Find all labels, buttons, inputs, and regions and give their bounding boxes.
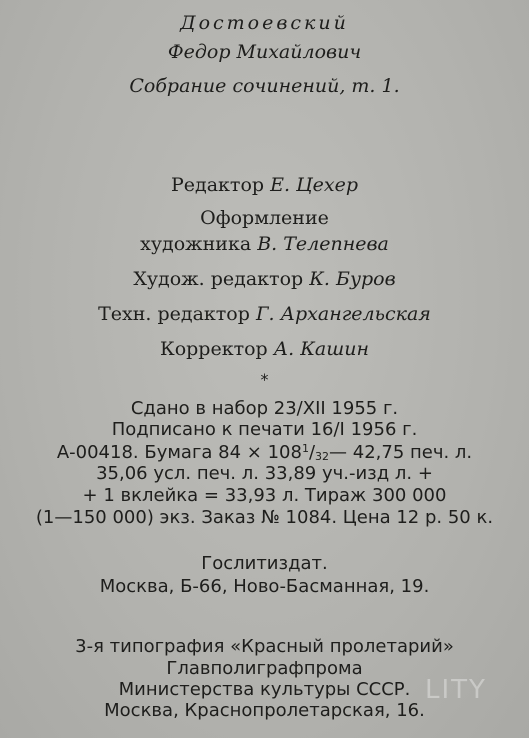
corrector-credit	[0, 340, 529, 359]
art-editor-credit	[0, 270, 529, 289]
design-credit-line1: Оформление	[200, 207, 329, 229]
editor-credit	[0, 176, 529, 195]
printer-ministry: Министерства культуры СССР.	[118, 679, 411, 700]
separator-star: *	[260, 370, 269, 389]
design-name: В. Телепнева	[257, 233, 389, 255]
author-surname: Достоевский	[180, 12, 349, 34]
design-credit	[0, 235, 529, 254]
imprint-sheets: 35,06 усл. печ. л. 33,89 уч.-изд л. +	[96, 463, 433, 484]
watermark-logo: LITY	[425, 675, 487, 705]
imprint-order-price: (1—150 000) экз. Заказ № 1084. Цена 12 р. 50 к.	[35, 507, 494, 528]
imprint-paper-sup: 1	[301, 442, 309, 455]
printer-address: Москва, Краснопролетарская, 16.	[104, 700, 425, 721]
work-title: Собрание сочинений, т. 1.	[129, 75, 400, 97]
editor-role: Редактор	[171, 174, 265, 196]
publisher-address: Москва, Б-66, Ново-Басманная, 19.	[99, 576, 430, 597]
corrector-role: Корректор	[159, 338, 268, 360]
imprint-paper-a: А-00418. Бумага 84 × 108	[56, 442, 302, 463]
author-name: Федор Михайлович	[167, 41, 362, 63]
imprint-paper-slash: /	[308, 442, 316, 463]
art-editor-role: Худож. редактор	[133, 268, 304, 290]
design-role: художника	[140, 233, 252, 255]
imprint-paper	[0, 443, 529, 462]
tech-editor-credit	[0, 305, 529, 324]
printer-parent: Главполиграфпрома	[166, 658, 363, 679]
imprint-typeset-date: Сдано в набор 23/XII 1955 г.	[130, 398, 399, 419]
imprint-paper-sub: 32	[315, 450, 330, 463]
tech-editor-name: Г. Архангельская	[255, 303, 431, 325]
corrector-name: А. Кашин	[273, 338, 369, 360]
imprint-print-date: Подписано к печати 16/I 1956 г.	[111, 419, 418, 440]
publisher-name: Гослитиздат.	[201, 553, 328, 574]
imprint-paper-b: — 42,75 печ. л.	[329, 442, 473, 463]
imprint-print-run: + 1 вклейка = 33,93 л. Тираж 300 000	[82, 485, 447, 506]
editor-name: Е. Цехер	[270, 174, 358, 196]
art-editor-name: К. Буров	[309, 268, 396, 290]
tech-editor-role: Техн. редактор	[98, 303, 250, 325]
printer-name: 3-я типография «Красный пролетарий»	[75, 636, 454, 657]
